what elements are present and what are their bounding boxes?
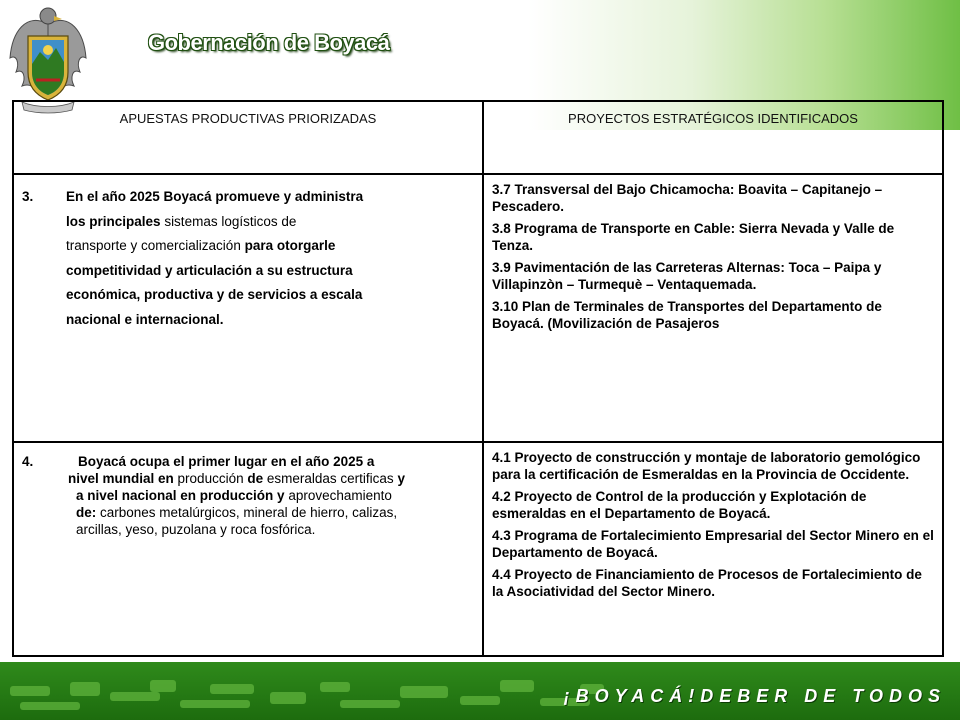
apuesta-cell-3 [13,174,483,442]
projects-table [12,100,944,657]
project-item: 4.4 Proyecto de Financiamiento de Procesos de Fortalecimiento de la Asociatividad del Sector Minero. [492,567,922,599]
apuesta-line: transporte y comercialización [66,238,241,253]
column-header-proyectos: PROYECTOS ESTRATÉGICOS IDENTIFICADOS [483,101,943,174]
project-item: 3.9 Pavimentación de las Carreteras Alternas: Toca – Paipa y Villapinzòn – Turmequè – Ventaquemada. [492,260,882,292]
apuesta-cell-4 [13,442,483,656]
project-item: 4.1 Proyecto de construcción y montaje de laboratorio gemológico para la certificación de Esmeraldas en la Provincia de Occidente. [492,450,921,482]
apuesta-line: y [397,471,405,486]
apuesta-line: arcillas, yeso, puzolana y roca fosfórica. [76,522,316,537]
apuesta-line: para otorgarle [244,238,336,253]
apuesta-line: los principales [66,213,161,229]
boyaca-crest-logo [6,2,90,114]
apuesta-line: esmeraldas certificas [266,471,394,486]
apuesta-line: nacional e internacional. [66,311,224,327]
table-header-row [13,101,943,174]
apuesta-line: Boyacá ocupa el primer lugar en el año 2025 a [78,454,375,469]
apuesta-line: sistemas logísticos de [164,213,297,229]
project-item: 3.7 Transversal del Bajo Chicamocha: Boavita – Capitanejo – Pescadero. [492,182,883,214]
apuesta-line: producción [177,471,244,486]
apuesta-number: 3. [22,189,34,204]
footer-band [0,662,960,720]
project-item: 3.10 Plan de Terminales de Transportes del Departamento de Boyacá. (Movilización de Pasajeros [492,299,882,331]
project-item: 4.2 Proyecto de Control de la producción y Explotación de esmeraldas en el Departamento de Boyacá. [492,489,867,521]
table-row [13,174,943,442]
apuesta-text-4 [22,453,474,538]
apuesta-line: nivel mundial en [68,471,174,486]
table-row [13,442,943,656]
apuesta-line: competitividad y articulación a su estructura [66,262,353,278]
apuesta-number: 4. [22,454,34,469]
project-item: 3.8 Programa de Transporte en Cable: Sierra Nevada y Valle de Tenza. [492,221,895,253]
column-header-apuestas: APUESTAS PRODUCTIVAS PRIORIZADAS [13,101,483,174]
apuesta-line: económica, productiva y de servicios a escala [66,287,363,302]
apuesta-line: a nivel nacional en producción y [76,488,285,503]
apuesta-line: carbones metalúrgicos, mineral de hierro, calizas, [100,505,398,520]
apuesta-text-3 [22,185,474,332]
project-item: 4.3 Programa de Fortalecimiento Empresarial del Sector Minero en el Departamento de Boyacá. [492,528,934,560]
apuesta-line: de: [76,505,97,520]
footer-slogan: ¡BOYACÁ!DEBER DE TODOS [563,686,946,706]
page-title: Gobernación de Boyacá [148,30,390,55]
apuesta-line: de [247,471,264,486]
apuesta-line: aprovechamiento [288,488,392,503]
proyectos-cell-4 [483,442,943,656]
apuesta-line: En el año 2025 Boyacá promueve y administra [66,189,364,204]
proyectos-cell-3 [483,174,943,442]
